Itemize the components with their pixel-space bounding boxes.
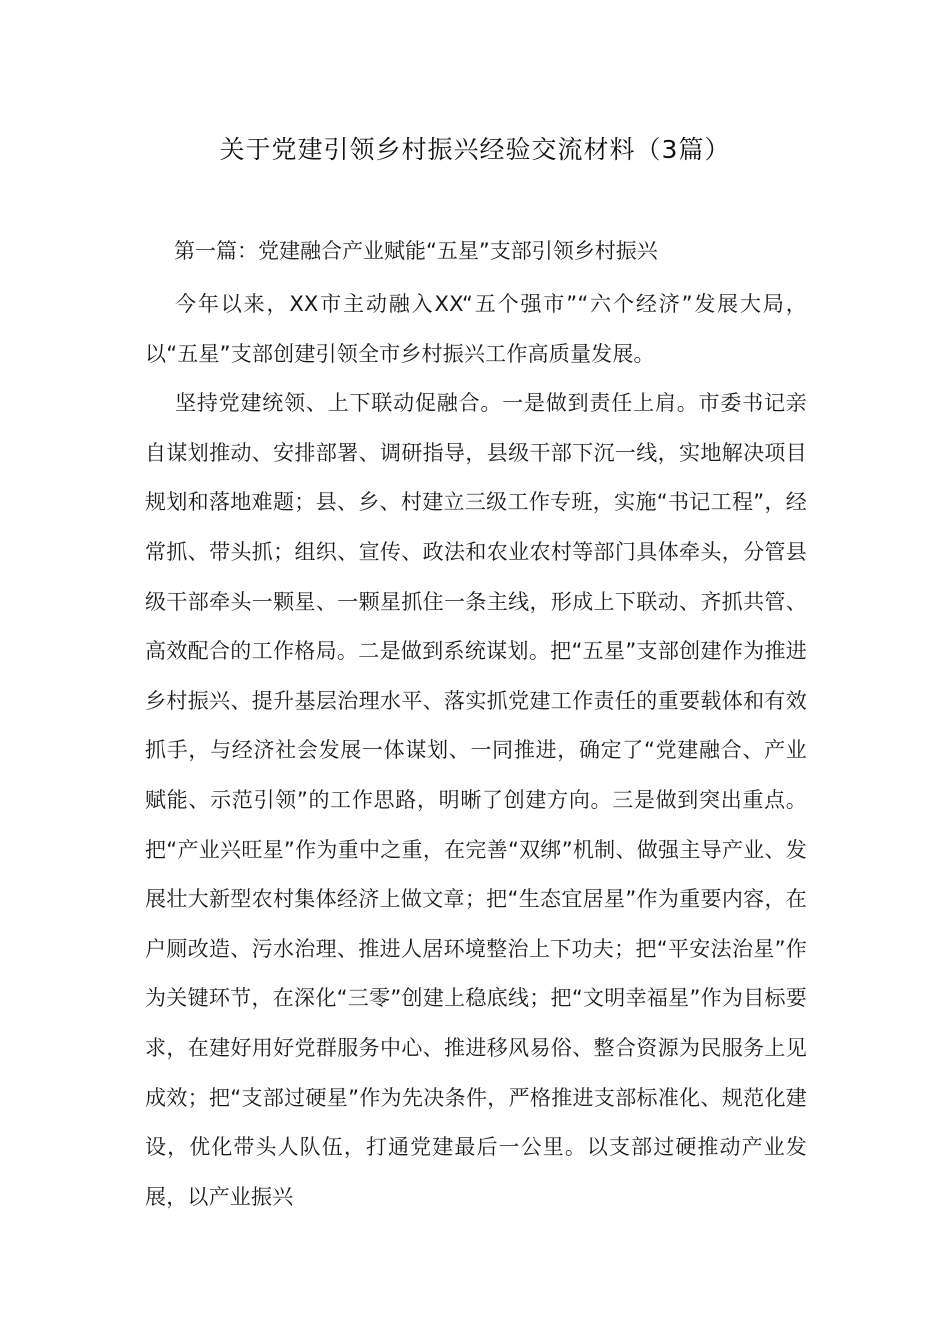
paragraph-intro: 今年以来，XX市主动融入XX“五个强市”“六个经济”发展大局，以“五星”支部创建引领全市乡村振兴工作高质量发展。 [145,292,807,366]
paragraph-main: 坚持党建统领、上下联动促融合。一是做到责任上肩。市委书记亲自谋划推动、安排部署、调研指导，县级干部下沉一线，实地解决项目规划和落地难题；县、乡、村建立三级工作专班，实施“书记工程”，经常抓、带头抓；组织、宣传、政法和农业农村等部门具体牵头，分管县级干部牵头一颗星、一颗星抓住一条主线，形成上下联动、齐抓共管、高效配合的工作格局。二是做到系统谋划。把“五星”支部创建作为推进乡村振兴、提升基层治理水平、落实抓党建工作责任的重要载体和有效抓手，与经济社会发展一体谋划、一同推进，确定了“党建融合、产业赋能、示范引领”的工作思路，明晰了创建方向。三是做到突出重点。把“产业兴旺星”作为重中之重，在完善“双绑”机制、做强主导产业、发展壮大新型农村集体经济上做文章；把“生态宜居星”作为重要内容，在户厕改造、污水治理、推进人居环境整治上下功夫；把“平安法治星”作为关键环节，在深化“三零”创建上稳底线；把“文明幸福星”作为目标要求，在建好用好党群服务中心、推进移风易俗、整合资源为民服务上见成效；把“支部过硬星”作为先决条件，严格推进支部标准化、规范化建设，优化带头人队伍，打通党建最后一公里。以支部过硬推动产业发展，以产业振兴 [145,391,807,1209]
document-title: 关于党建引领乡村振兴经验交流材料（3篇） [219,135,731,164]
document-body [145,280,807,1222]
section-heading: 第一篇：党建融合产业赋能“五星”支部引领乡村振兴 [174,239,658,263]
